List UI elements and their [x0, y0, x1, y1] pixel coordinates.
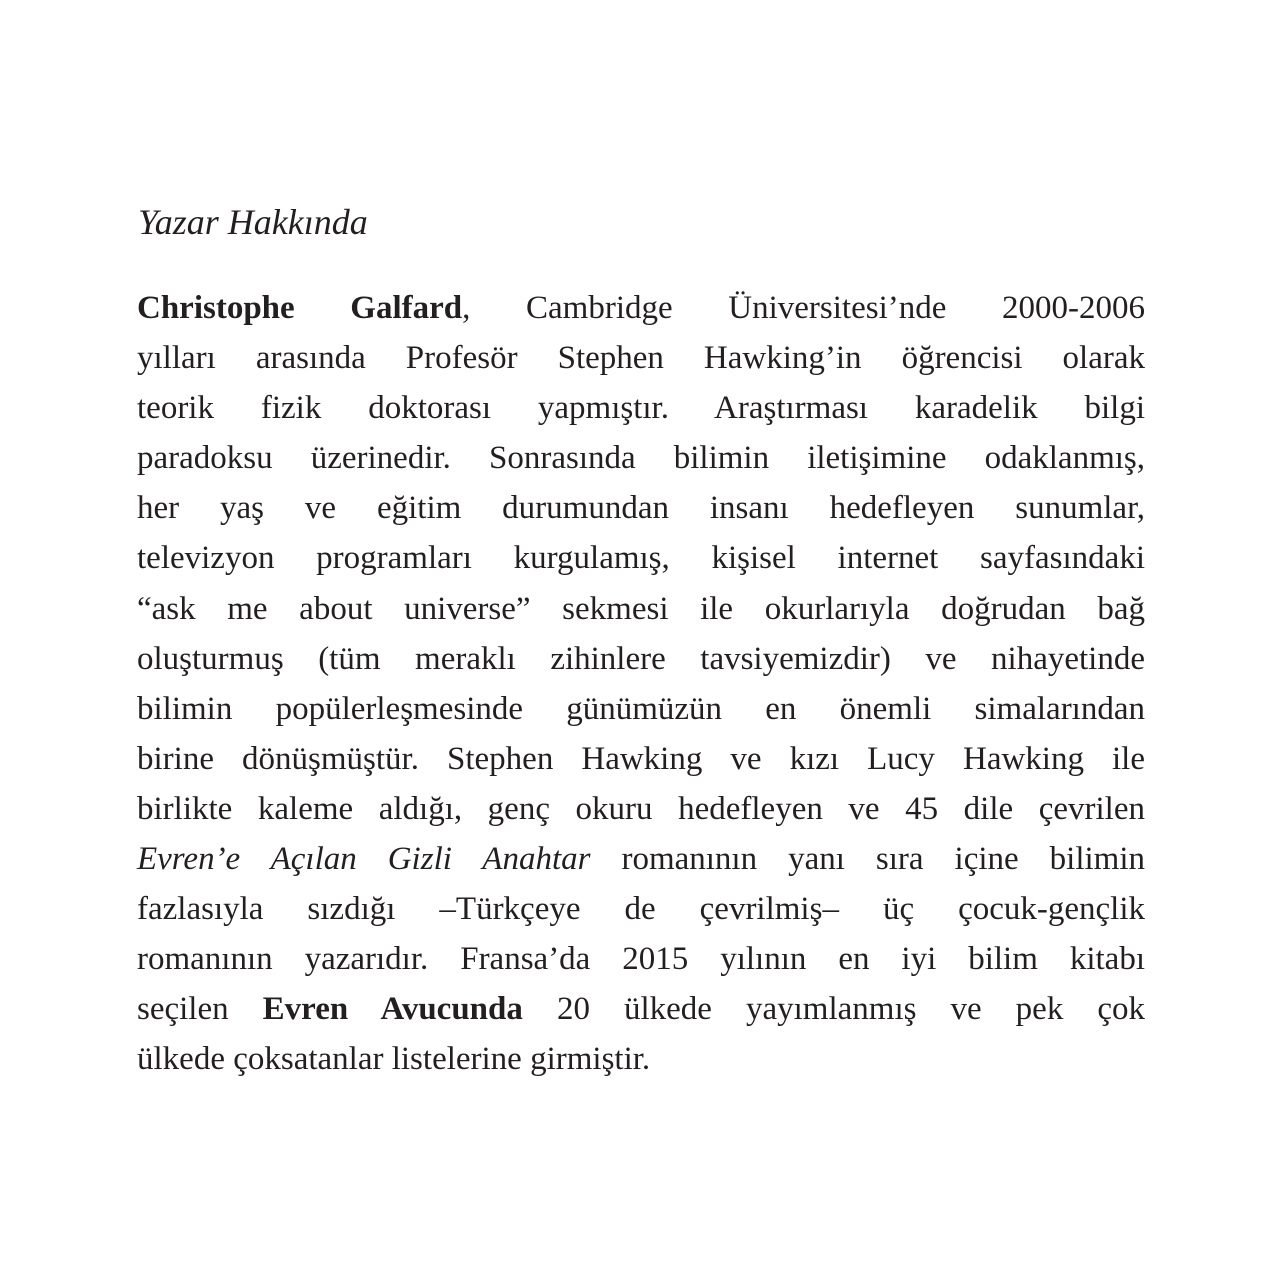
bold-text: Christophe Galfard: [137, 290, 463, 326]
text-segment: her yaş ve eğitim durumundan insanı hedefleyen sunumlar,: [137, 490, 1145, 527]
text-segment: romanının yazarıdır. Fransa’da 2015 yılının en iyi bilim kitabı: [137, 941, 1145, 978]
author-bio-paragraph: [137, 283, 1145, 1085]
text-segment: birine dönüşmüştür. Stephen Hawking ve kızı Lucy Hawking ile: [137, 740, 1145, 777]
text-segment: seçilen: [137, 991, 263, 1028]
text-line: [137, 584, 1145, 634]
text-segment: bilimin popülerleşmesinde günümüzün en önemli simalarından: [137, 690, 1145, 727]
text-segment: televizyon programları kurgulamış, kişisel internet sayfasındaki: [137, 540, 1145, 577]
text-segment: , Cambridge Üniversitesi’nde 2000-2006: [462, 290, 1145, 326]
text-line: [137, 684, 1145, 734]
text-segment: ülkede çoksatanlar listelerine girmiştir.: [137, 1041, 651, 1078]
text-line: [137, 884, 1145, 934]
text-line: [137, 383, 1145, 433]
text-segment: birlikte kaleme aldığı, genç okuru hedefleyen ve 45 dile çevrilen: [137, 790, 1145, 827]
text-line: [137, 984, 1145, 1034]
text-segment: romanının yanı sıra içine bilimin: [590, 841, 1145, 878]
text-segment: paradoksu üzerinedir. Sonrasında bilimin iletişimine odaklanmış,: [137, 440, 1145, 477]
text-segment: fazlasıyla sızdığı –Türkçeye de çevrilmiş– üç çocuk-gençlik: [137, 891, 1145, 928]
text-segment: teorik fizik doktorası yapmıştır. Araştırması karadelik bilgi: [137, 390, 1145, 427]
text-segment: yılları arasında Profesör Stephen Hawking’in öğrencisi olarak: [137, 340, 1145, 377]
text-line: [137, 433, 1145, 483]
text-line: [137, 1034, 1145, 1084]
text-line: [137, 934, 1145, 984]
text-segment: “ask me about universe” sekmesi ile okurlarıyla doğrudan bağ: [137, 590, 1145, 627]
text-line: [137, 333, 1145, 383]
bold-text: Evren Avucunda: [262, 991, 523, 1028]
text-line: [137, 283, 1145, 333]
text-segment: oluşturmuş (tüm meraklı zihinlere tavsiyemizdir) ve nihayetinde: [137, 640, 1145, 677]
text-segment: 20 ülkede yayımlanmış ve pek çok: [522, 991, 1146, 1028]
text-line: [137, 634, 1145, 684]
text-line: [137, 834, 1145, 884]
text-line: [137, 483, 1145, 533]
text-line: [137, 784, 1145, 834]
text-line: [137, 734, 1145, 784]
text-line: [137, 533, 1145, 583]
section-heading: Yazar Hakkında: [138, 202, 368, 242]
italic-title-text: Evren’e Açılan Gizli Anahtar: [137, 841, 591, 878]
